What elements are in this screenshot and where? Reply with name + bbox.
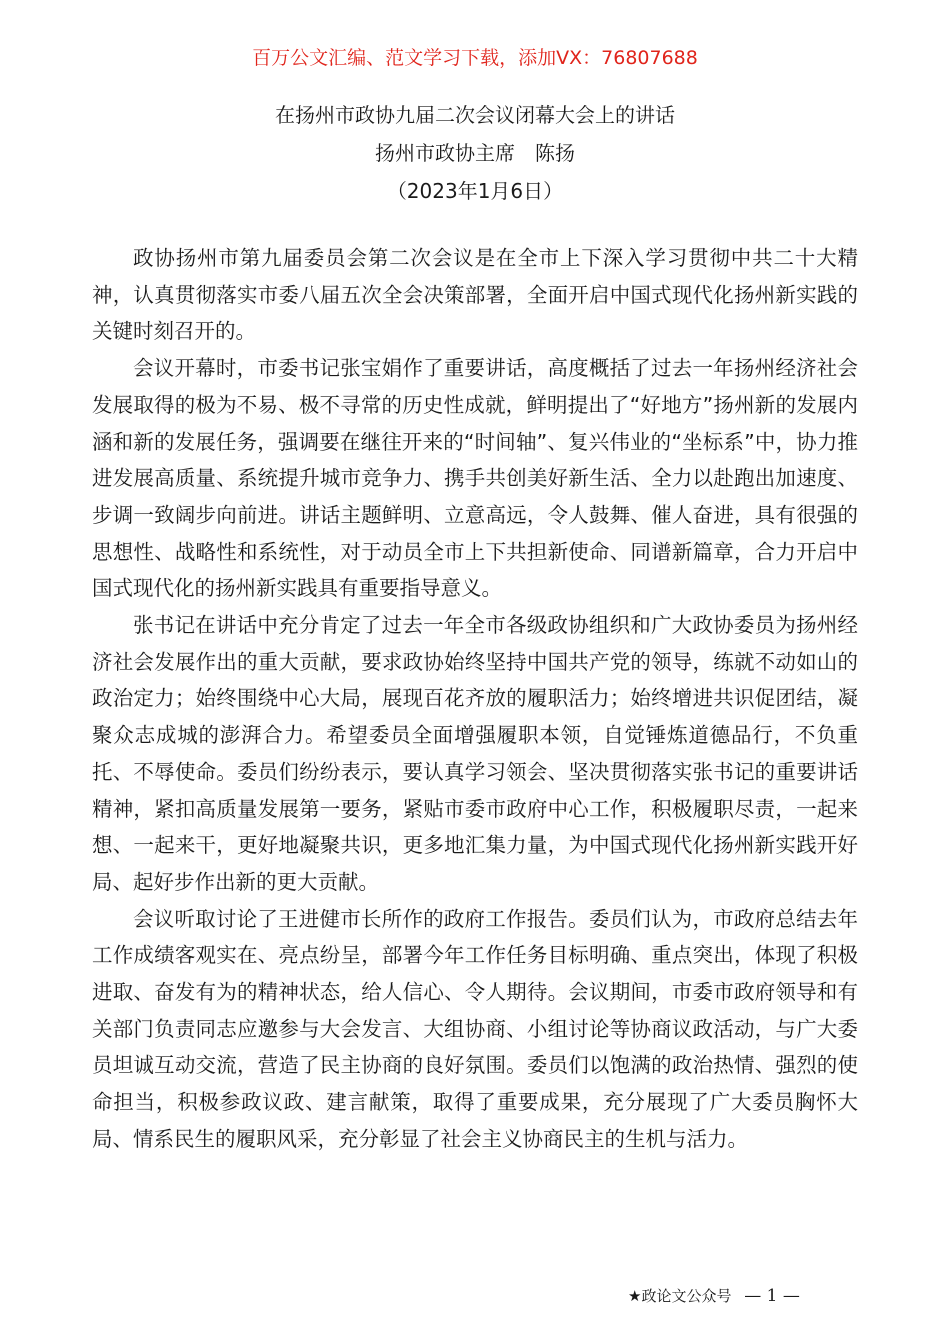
page-footer <box>628 1285 800 1307</box>
document-body <box>92 240 858 1158</box>
paragraph: 会议听取讨论了王进健市长所作的政府工作报告。委员们认为，市政府总结去年工作成绩客观实在、亮点纷呈，部署今年工作任务目标明确、重点突出，体现了积极进取、奋发有为的精神状态，给人信心、令人期待。会议期间，市委市政府领导和有关部门负责同志应邀参与大会发言、大组协商、小组讨论等协商议政活动，与广大委员坦诚互动交流，营造了民主协商的良好氛围。委员们以饱满的政治热情、强烈的使命担当，积极参政议政、建言献策，取得了重要成果，充分展现了广大委员胸怀大局、情系民生的履职风采，充分彰显了社会主义协商民主的生机与活力。 <box>92 906 858 1151</box>
watermark-banner: 百万公文汇编、范文学习下载，添加VX：76807688 <box>252 47 698 69</box>
paragraph: 政协扬州市第九届委员会第二次会议是在全市上下深入学习贯彻中共二十大精神，认真贯彻落实市委八届五次全会决策部署，全面开启中国式现代化扬州新实践的关键时刻召开的。 <box>92 246 858 344</box>
document-header <box>0 96 950 210</box>
speaker-line: 扬州市政协主席 陈扬 <box>375 141 575 165</box>
speech-date: （2023年1月6日） <box>386 179 564 203</box>
paragraph: 张书记在讲话中充分肯定了过去一年全市各级政协组织和广大政协委员为扬州经济社会发展作出的重大贡献，要求政协始终坚持中国共产党的领导，练就不动如山的政治定力；始终围绕中心大局，展现百花齐放的履职活力；始终增进共识促团结，凝聚众志成城的澎湃合力。希望委员全面增强履职本领，自觉锤炼道德品行，不负重托、不辱使命。委员们纷纷表示，要认真学习领会、坚决贯彻落实张书记的重要讲话精神，紧扣高质量发展第一要务，紧贴市委市政府中心工作，积极履职尽责，一起来想、一起来干，更好地凝聚共识，更多地汇集力量，为中国式现代化扬州新实践开好局、起好步作出新的更大贡献。 <box>92 613 858 894</box>
document-title: 在扬州市政协九届二次会议闭幕大会上的讲话 <box>275 103 675 127</box>
page-number: — 1 — <box>744 1286 800 1306</box>
footer-source: ★政论文公众号 <box>628 1287 732 1305</box>
paragraph: 会议开幕时，市委书记张宝娟作了重要讲话，高度概括了过去一年扬州经济社会发展取得的极为不易、极不寻常的历史性成就，鲜明提出了“好地方”扬州新的发展内涵和新的发展任务，强调要在继往开来的“时间轴”、复兴伟业的“坐标系”中，协力推进发展高质量、系统提升城市竞争力、携手共创美好新生活、全力以赴跑出加速度、步调一致阔步向前进。讲话主题鲜明、立意高远，令人鼓舞、催人奋进，具有很强的思想性、战略性和系统性，对于动员全市上下共担新使命、同谱新篇章，合力开启中国式现代化的扬州新实践具有重要指导意义。 <box>92 356 858 601</box>
